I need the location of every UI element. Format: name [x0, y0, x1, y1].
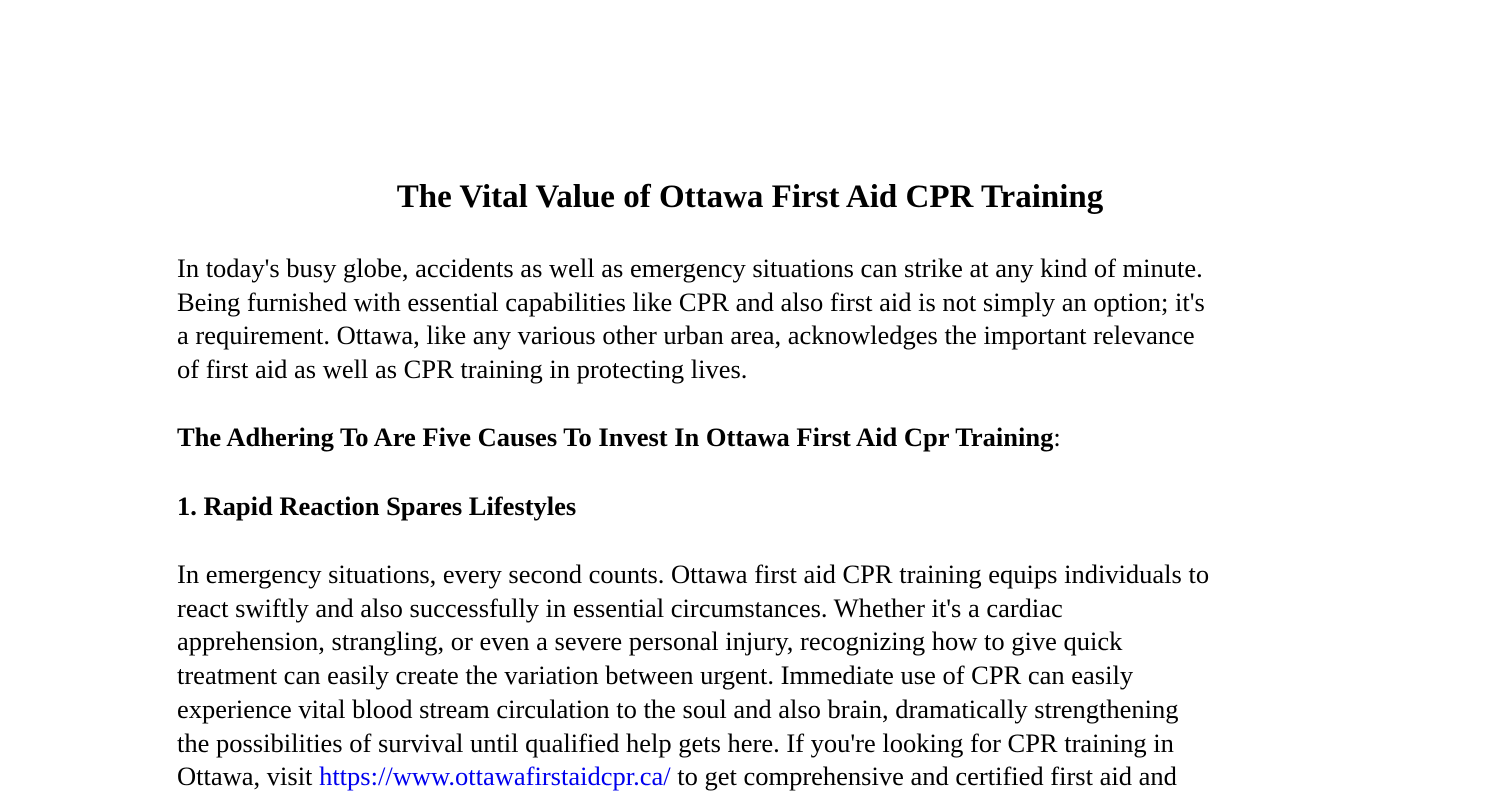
section-1-line	[177, 759, 1177, 793]
section-1-line: the possibilities of survival until qualified help gets here. If you're looking for CPR training in	[177, 728, 1174, 758]
intro-line: In today's busy globe, accidents as well as emergency situations can strike at any kind of minute.	[177, 253, 1203, 283]
document-title: The Vital Value of Ottawa First Aid CPR Training	[396, 179, 1104, 215]
section-1-line: apprehension, strangling, or even a severe personal injury, recognizing how to give quick	[177, 626, 1123, 656]
causes-colon: :	[1053, 422, 1061, 452]
intro-line: a requirement. Ottawa, like any various other urban area, acknowledges the important relevance	[177, 320, 1195, 350]
section-1-line: In emergency situations, every second counts. Ottawa first aid CPR training equips individuals to	[177, 559, 1210, 589]
causes-heading	[177, 420, 1061, 454]
intro-line: of first aid as well as CPR training in protecting lives.	[177, 354, 748, 384]
causes-heading-text: The Adhering To Are Five Causes To Invest In Ottawa First Aid Cpr Training	[177, 422, 1054, 452]
section-1-heading: 1. Rapid Reaction Spares Lifestyles	[177, 491, 577, 521]
line-text: to get comprehensive and certified first aid and	[670, 761, 1177, 791]
intro-line: Being furnished with essential capabilities like CPR and also first aid is not simply an option; it's	[177, 287, 1205, 317]
line-text: Ottawa, visit	[177, 761, 320, 791]
section-1-line: react swiftly and also successfully in essential circumstances. Whether it's a cardiac	[177, 593, 1063, 623]
section-1-line: treatment can easily create the variation between urgent. Immediate use of CPR can easily	[177, 660, 1134, 690]
ottawa-first-aid-link[interactable]: https://www.ottawafirstaidcpr.ca/	[319, 761, 671, 791]
section-1-line: experience vital blood stream circulation to the soul and also brain, dramatically strengthening	[177, 694, 1179, 724]
